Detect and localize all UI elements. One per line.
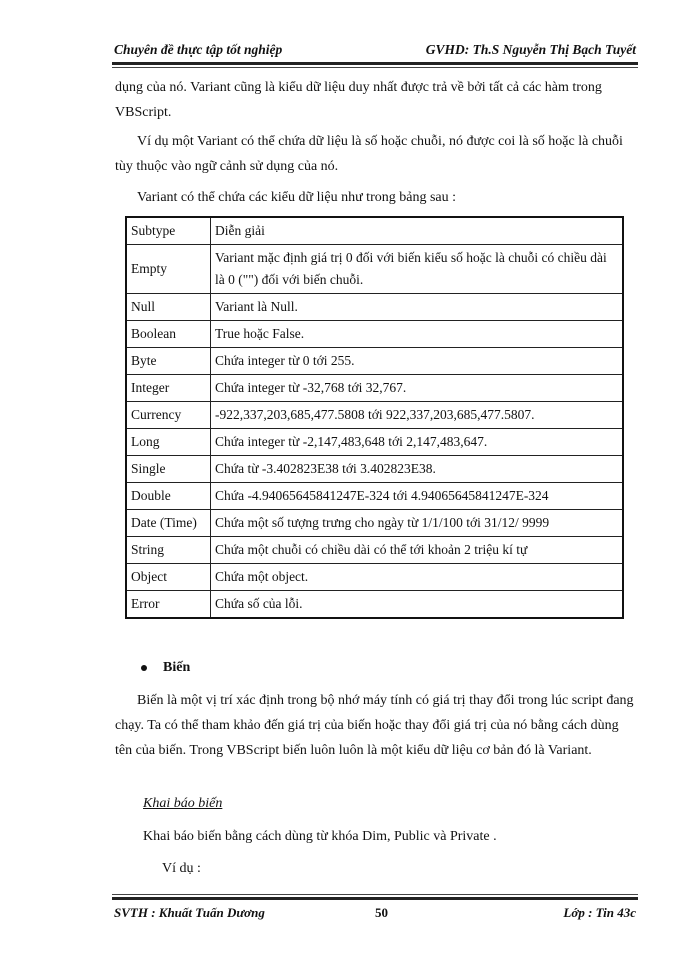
table-cell-subtype: Object bbox=[126, 564, 211, 591]
header-course-title: Chuyên đề thực tập tốt nghiệp bbox=[114, 42, 283, 57]
footer-rule-thin bbox=[112, 894, 638, 895]
header-rule-thick bbox=[112, 62, 638, 65]
table-row bbox=[126, 564, 623, 591]
table-cell-subtype: Double bbox=[126, 483, 211, 510]
footer-rule-thick bbox=[112, 897, 638, 900]
table-cell-description: Variant là Null. bbox=[211, 294, 624, 321]
table-cell-description: Chứa một chuỗi có chiều dài có thể tới khoản 2 triệu kí tự bbox=[211, 537, 624, 564]
table-cell-description: Chứa integer từ -2,147,483,648 tới 2,147,483,647. bbox=[211, 429, 624, 456]
table-cell-subtype: String bbox=[126, 537, 211, 564]
footer-class: Lớp : Tin 43c bbox=[563, 905, 636, 920]
paragraph-example-label: Ví dụ : bbox=[162, 861, 201, 876]
table-cell-subtype: Byte bbox=[126, 348, 211, 375]
table-row bbox=[126, 294, 623, 321]
table-row bbox=[126, 245, 623, 294]
table-header-subtype: Subtype bbox=[126, 217, 211, 245]
table-cell-subtype: Single bbox=[126, 456, 211, 483]
table-row bbox=[126, 321, 623, 348]
subheading-declare: Khai báo biến bbox=[143, 796, 223, 811]
section-bullet bbox=[141, 660, 190, 676]
table-cell-description: Chứa từ -3.402823E38 tới 3.402823E38. bbox=[211, 456, 624, 483]
paragraph-intro: dụng của nó. Variant cũng là kiểu dữ liệu duy nhất được trả về bởi tất cả các hàm trong VBScript. bbox=[115, 80, 602, 120]
paragraph-declare: Khai báo biến bằng cách dùng từ khóa Dim, Public và Private . bbox=[143, 829, 497, 844]
table-cell-subtype: Null bbox=[126, 294, 211, 321]
table-cell-subtype: Long bbox=[126, 429, 211, 456]
variant-subtype-table bbox=[125, 216, 624, 619]
page-footer bbox=[112, 903, 638, 925]
table-row bbox=[126, 456, 623, 483]
table-row bbox=[126, 591, 623, 619]
table-cell-description: Chứa số của lỗi. bbox=[211, 591, 624, 619]
table-header-description: Diễn giải bbox=[211, 217, 624, 245]
paragraph-variable-body: Biến là một vị trí xác định trong bộ nhớ máy tính có giá trị thay đổi trong lúc script đang chạy. Ta có thể tham khảo đến giá trị của biến hoặc thay đổi giá trị của nó bằng cách dùng tên của biến. Trong VBScript biến luôn luôn là một kiểu dữ liệu cơ bản đó là Variant. bbox=[115, 693, 634, 758]
table-row bbox=[126, 429, 623, 456]
table-row bbox=[126, 537, 623, 564]
footer-student: SVTH : Khuất Tuấn Dương bbox=[114, 905, 265, 920]
table-cell-subtype: Boolean bbox=[126, 321, 211, 348]
table-cell-description: Chứa một số tượng trưng cho ngày từ 1/1/100 tới 31/12/ 9999 bbox=[211, 510, 624, 537]
table-row bbox=[126, 510, 623, 537]
table-cell-description: True hoặc False. bbox=[211, 321, 624, 348]
table-cell-subtype: Integer bbox=[126, 375, 211, 402]
section-title: Biến bbox=[163, 660, 191, 675]
table-cell-description: Variant mặc định giá trị 0 đối với biến kiểu số hoặc là chuỗi có chiều dài là 0 ("") đối với biến chuỗi. bbox=[211, 245, 624, 294]
table-header-row bbox=[126, 217, 623, 245]
table-cell-subtype: Empty bbox=[126, 245, 211, 294]
header-instructor: GVHD: Th.S Nguyễn Thị Bạch Tuyết bbox=[425, 42, 636, 57]
page-number: 50 bbox=[375, 905, 388, 920]
table-cell-subtype: Error bbox=[126, 591, 211, 619]
table-row bbox=[126, 402, 623, 429]
paragraph-example: Ví dụ một Variant có thể chứa dữ liệu là số hoặc chuỗi, nó được coi là số hoặc là chuỗi tùy thuộc vào ngữ cảnh sử dụng của nó. bbox=[115, 134, 623, 174]
table-row bbox=[126, 483, 623, 510]
paragraph-table-intro: Variant có thể chứa các kiểu dữ liệu như trong bảng sau : bbox=[137, 190, 456, 205]
table-row bbox=[126, 375, 623, 402]
bullet-dot-icon bbox=[141, 665, 147, 671]
table-cell-subtype: Currency bbox=[126, 402, 211, 429]
table-cell-description: Chứa integer từ -32,768 tới 32,767. bbox=[211, 375, 624, 402]
table-cell-subtype: Date (Time) bbox=[126, 510, 211, 537]
table-cell-description: -922,337,203,685,477.5808 tới 922,337,203,685,477.5807. bbox=[211, 402, 624, 429]
table-cell-description: Chứa integer từ 0 tới 255. bbox=[211, 348, 624, 375]
table-cell-description: Chứa một object. bbox=[211, 564, 624, 591]
header-rule-thin bbox=[112, 67, 638, 68]
table-cell-description: Chứa -4.94065645841247E-324 tới 4.94065645841247E-324 bbox=[211, 483, 624, 510]
page-header bbox=[112, 40, 638, 62]
table-row bbox=[126, 348, 623, 375]
